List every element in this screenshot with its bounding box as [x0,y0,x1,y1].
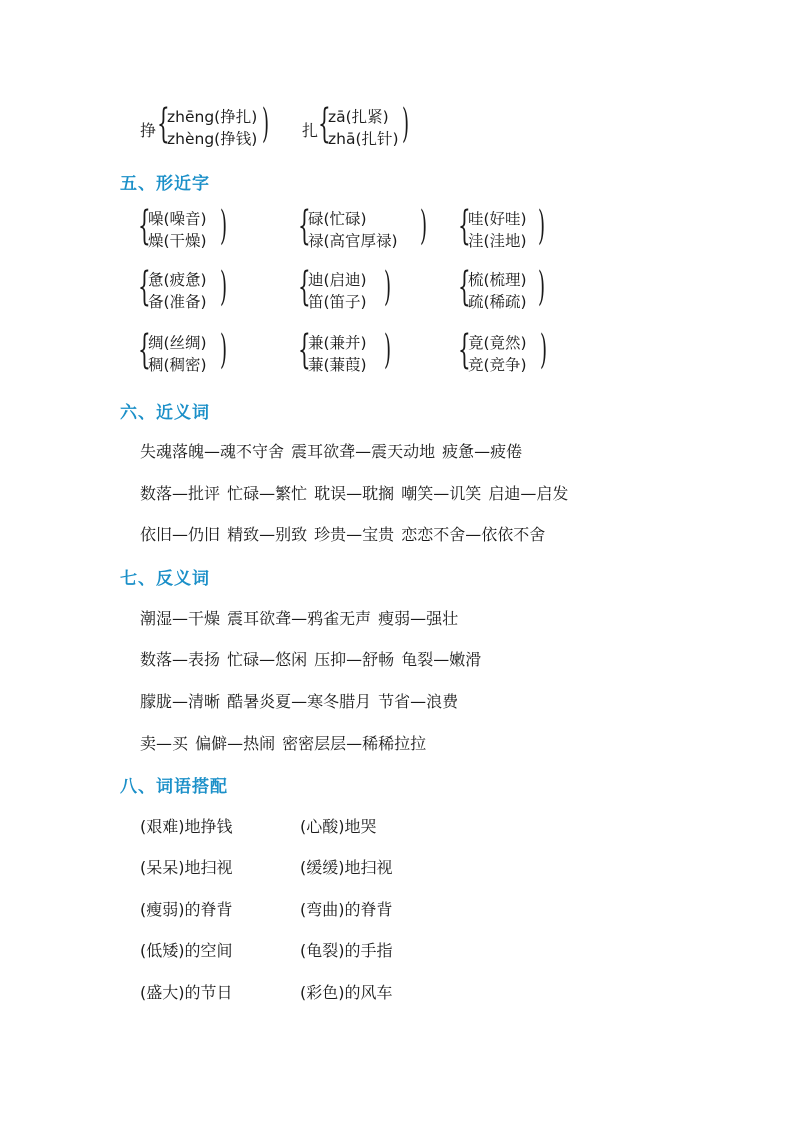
similar-char-entry: 稠(稠密) [148,356,207,374]
similar-char-pair [148,208,207,252]
right-paren-icon: ) [220,327,228,373]
polyphone-readings [328,106,399,150]
similar-char-pair [148,332,207,376]
similar-char-entry: 蒹(蒹葭) [308,356,367,374]
right-paren-icon: ) [538,264,546,310]
reading: zhā(扎针) [328,130,399,148]
left-brace-icon: { [298,203,311,249]
synonym-line: 失魂落魄—魂不守舍 震耳欲聋—震天动地 疲惫—疲倦 [140,442,523,461]
left-brace-icon: { [458,264,471,310]
right-paren-icon: ) [540,327,548,373]
polyphone-char: 挣 [140,121,157,140]
left-brace-icon: { [138,264,151,310]
similar-char-entry: 备(准备) [148,293,207,311]
similar-char-entry: 惫(疲惫) [148,271,207,289]
left-brace-icon: { [458,327,471,373]
right-paren-icon: ) [402,101,410,147]
synonym-line: 依旧—仍旧 精致—别致 珍贵—宝贵 恋恋不舍—依依不舍 [140,525,546,544]
similar-char-pair [468,269,527,313]
similar-char-entry: 燥(干燥) [148,232,207,250]
similar-char-entry: 疏(稀疏) [468,293,527,311]
similar-char-entry: 哇(好哇) [468,210,527,228]
collocation-right: (龟裂)的手指 [300,941,393,960]
similar-char-entry: 竟(竟然) [468,334,527,352]
right-paren-icon: ) [220,203,228,249]
polyphone-readings [167,106,257,150]
left-brace-icon: { [298,327,311,373]
right-paren-icon: ) [538,203,546,249]
polyphone-char: 扎 [302,121,319,140]
right-paren-icon: ) [420,203,428,249]
section-heading-synonyms: 六、近义词 [120,403,210,423]
right-paren-icon: ) [384,327,392,373]
section-heading-antonyms: 七、反义词 [120,569,210,589]
collocation-left: (呆呆)地扫视 [140,858,233,877]
left-brace-icon: { [138,203,151,249]
left-brace-icon: { [458,203,471,249]
similar-char-entry: 绸(丝绸) [148,334,207,352]
similar-char-entry: 笛(笛子) [308,293,367,311]
similar-char-entry: 梳(梳理) [468,271,527,289]
collocation-right: (弯曲)的脊背 [300,900,393,919]
polyphone-group-zheng [140,101,270,150]
antonym-line: 卖—买 偏僻—热闹 密密层层—稀稀拉拉 [140,734,427,753]
antonym-line: 潮湿—干燥 震耳欲聋—鸦雀无声 瘦弱—强壮 [140,609,459,628]
collocation-right: (心酸)地哭 [300,817,377,836]
collocation-left: (瘦弱)的脊背 [140,900,233,919]
similar-char-entry: 碌(忙碌) [308,210,367,228]
left-brace-icon: { [298,264,311,310]
right-paren-icon: ) [384,264,392,310]
right-paren-icon: ) [220,264,228,310]
collocation-left: (艰难)地挣钱 [140,817,233,836]
reading: zā(扎紧) [328,108,389,126]
similar-char-entry: 迪(启迪) [308,271,367,289]
antonym-line: 数落—表扬 忙碌—悠闲 压抑—舒畅 龟裂—嫩滑 [140,650,482,669]
similar-char-pair [308,269,367,313]
section-heading-similar-chars: 五、形近字 [120,174,210,194]
reading: zhèng(挣钱) [167,130,258,148]
similar-char-pair [468,208,527,252]
left-brace-icon: { [318,101,331,147]
similar-char-pair [308,208,398,252]
polyphone-group-za [302,101,422,150]
similar-char-entry: 洼(洼地) [468,232,527,250]
similar-char-entry: 噪(噪音) [148,210,207,228]
synonym-line: 数落—批评 忙碌—繁忙 耽误—耽搁 嘲笑—讥笑 启迪—启发 [140,484,569,503]
reading: zhēng(挣扎) [167,108,258,126]
similar-char-pair [308,332,367,376]
similar-char-entry: 竞(竞争) [468,356,527,374]
collocation-right: (彩色)的风车 [300,983,393,1002]
similar-char-pair [468,332,527,376]
collocation-right: (缓缓)地扫视 [300,858,393,877]
similar-char-entry: 禄(高官厚禄) [308,232,398,250]
left-brace-icon: { [157,101,170,147]
similar-char-pair [148,269,207,313]
antonym-line: 朦胧—清晰 酷暑炎夏—寒冬腊月 节省—浪费 [140,692,459,711]
similar-char-entry: 兼(兼并) [308,334,367,352]
collocation-left: (盛大)的节日 [140,983,233,1002]
section-heading-collocations: 八、词语搭配 [120,777,228,797]
left-brace-icon: { [138,327,151,373]
collocation-left: (低矮)的空间 [140,941,233,960]
right-paren-icon: ) [262,101,270,147]
